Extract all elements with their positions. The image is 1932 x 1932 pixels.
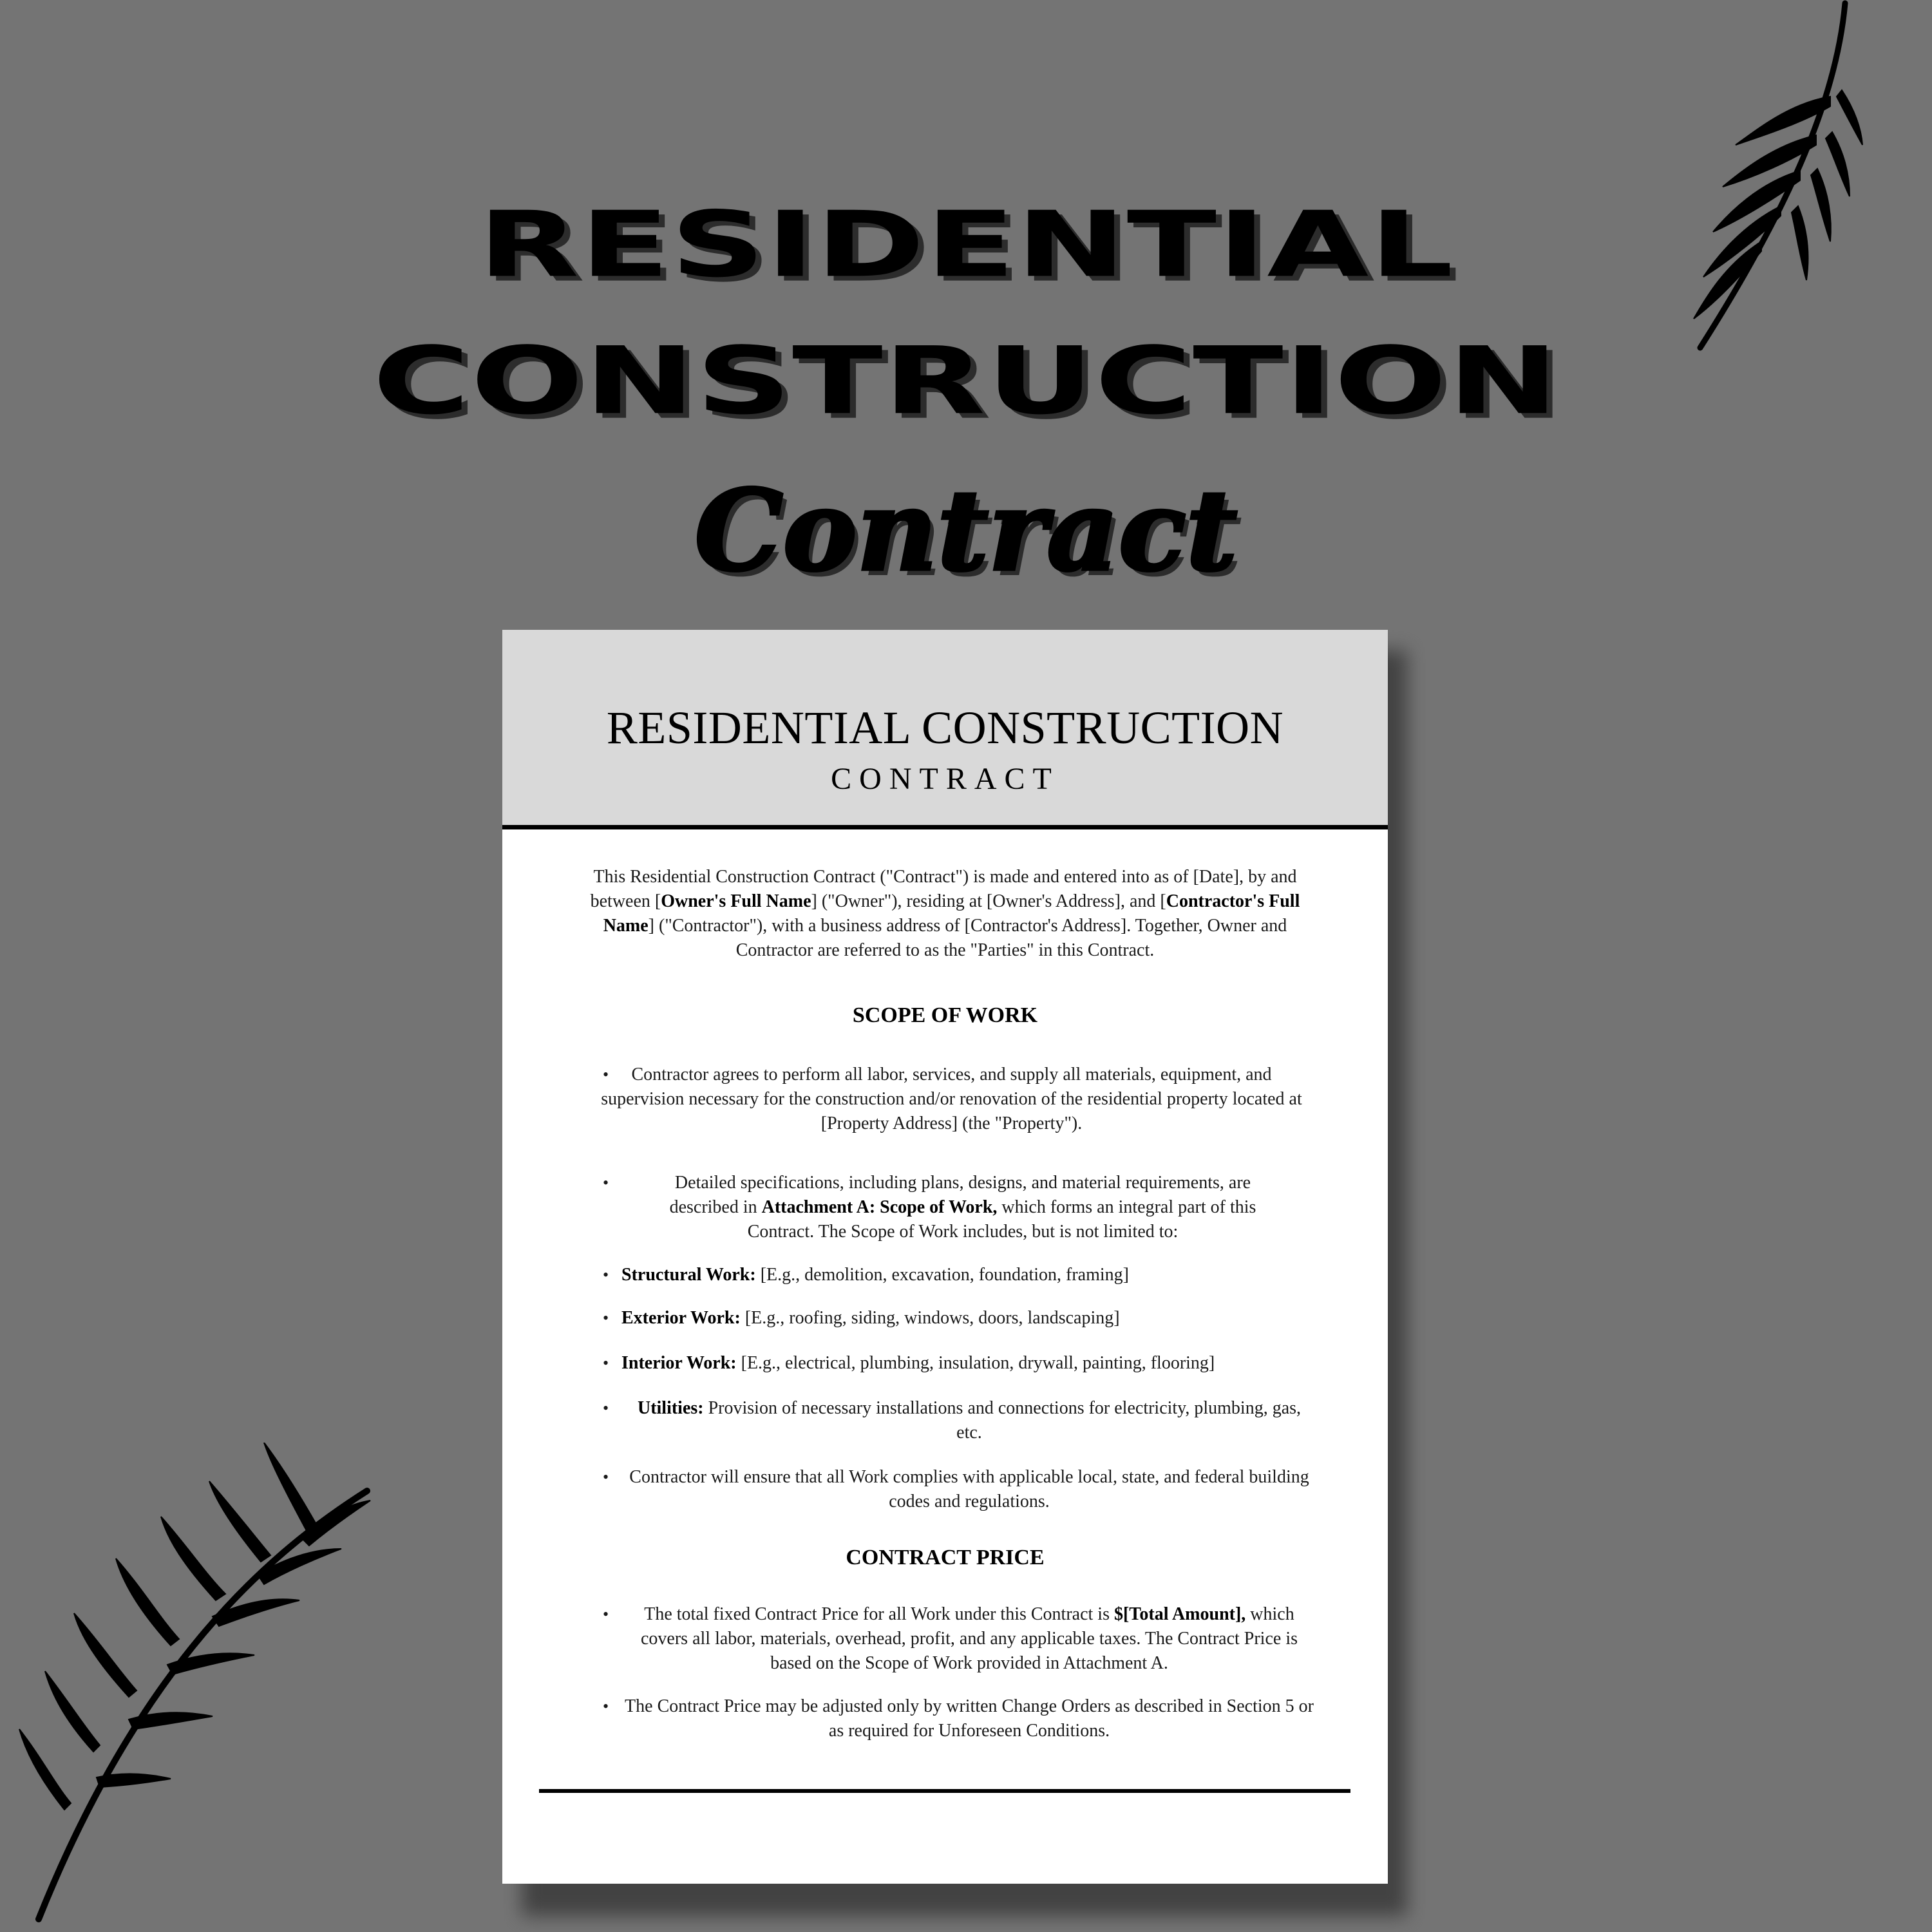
owner-name-placeholder: Owner's Full Name bbox=[661, 891, 811, 911]
bullet: • bbox=[603, 1468, 609, 1486]
total-amount-placeholder: $[Total Amount], bbox=[1113, 1604, 1246, 1624]
price-heading: CONTRACT PRICE bbox=[846, 1546, 1045, 1569]
intro-paragraph: This Residential Construction Contract ("Contract") is made and entered into as of [Date], by and between [Owner's Full Name] ("Owner"), residing at [Owner's Address], and [Contractor's Full Name] ("Contractor"), with a business address of [Contractor's Address]. Together, Owner and Contractor are referred to as the "Parties" in this Contract. bbox=[590, 867, 1300, 960]
hero-script-title: Contract bbox=[694, 465, 1238, 596]
document-divider bbox=[539, 1789, 1350, 1793]
scope-item-specifications: Detailed specifications, including plans, designs, and material requirements, are described in Attachment A: Scope of Work, which forms an integral part of this Contract. The Scope of Work includes, but is not limited to: bbox=[669, 1173, 1256, 1242]
bullet: • bbox=[603, 1309, 609, 1327]
bullet: • bbox=[603, 1697, 609, 1716]
document-title: RESIDENTIAL CONSTRUCTION bbox=[606, 702, 1284, 753]
scope-item-codes: Contractor will ensure that all Work complies with applicable local, state, and federal building codes and regulations. bbox=[629, 1467, 1309, 1511]
document-page bbox=[502, 630, 1388, 1884]
price-item-adjustment: The Contract Price may be adjusted only by written Change Orders as described in Section 5 or as required for Unforeseen Conditions. bbox=[625, 1696, 1314, 1741]
scope-item-structural: Structural Work: [E.g., demolition, excavation, foundation, framing] bbox=[621, 1265, 1129, 1285]
document-header bbox=[502, 630, 1388, 829]
bullet: • bbox=[603, 1265, 609, 1284]
scope-item-agreement: Contractor agrees to perform all labor, services, and supply all materials, equipment, and supervision necessary for the construction and/or renovation of the residential property located at [Property Address] (the "Property"). bbox=[601, 1065, 1302, 1133]
scope-item-exterior: Exterior Work: [E.g., roofing, siding, windows, doors, landscaping] bbox=[621, 1308, 1120, 1328]
price-item-total: The total fixed Contract Price for all Work under this Contract is $[Total Amount], which covers all labor, materials, overhead, profit, and any applicable taxes. The Contract Price is based on the Scope of Work provided in Attachment A. bbox=[641, 1604, 1298, 1673]
bullet: • bbox=[603, 1354, 609, 1372]
hero-title-line-2: CONSTRUCTION bbox=[372, 327, 1560, 435]
bullet: • bbox=[603, 1399, 609, 1417]
scope-heading: SCOPE OF WORK bbox=[852, 1003, 1038, 1027]
palm-leaf-icon bbox=[0, 1443, 386, 1932]
scope-item-interior: Interior Work: [E.g., electrical, plumbing, insulation, drywall, painting, flooring] bbox=[621, 1353, 1215, 1373]
bullet: • bbox=[603, 1173, 609, 1192]
contractor-name-placeholder: Contractor's Full Name bbox=[603, 891, 1300, 936]
hero-title-line-1: RESIDENTIAL bbox=[478, 192, 1454, 298]
document-subtitle: CONTRACT bbox=[831, 762, 1059, 796]
bullet: • bbox=[603, 1605, 609, 1624]
palm-leaf-icon bbox=[1597, 0, 1880, 361]
bullet: • bbox=[603, 1065, 609, 1084]
scope-item-utilities: Utilities: Provision of necessary installations and connections for electricity, plumbing, gas, etc. bbox=[637, 1398, 1302, 1443]
